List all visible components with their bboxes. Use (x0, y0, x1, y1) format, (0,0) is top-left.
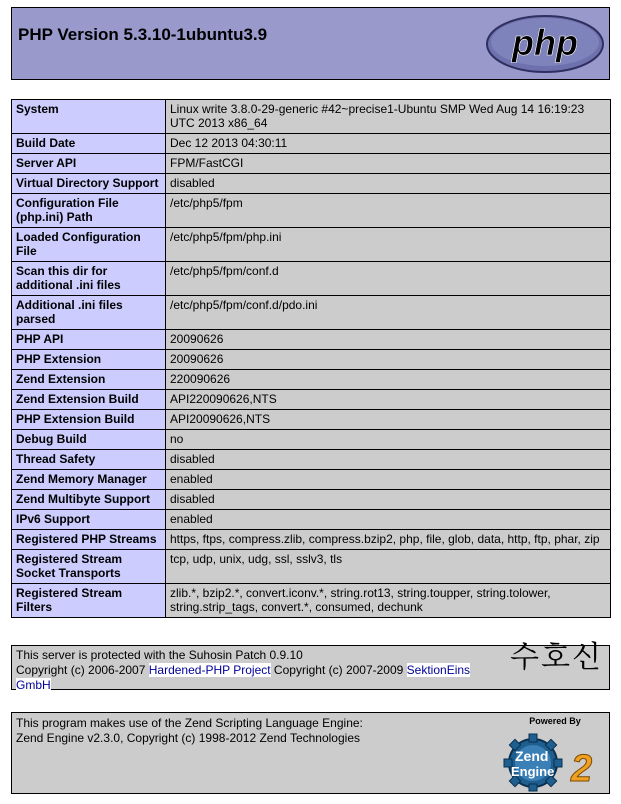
row-value: disabled (166, 174, 611, 194)
row-key: Server API (12, 154, 166, 174)
row-key: Loaded Configuration File (12, 228, 166, 262)
table-row (12, 154, 611, 174)
table-row (12, 490, 611, 510)
powered-by-label: Powered By (529, 716, 581, 726)
row-value: 220090626 (166, 370, 611, 390)
row-key: Configuration File (php.ini) Path (12, 194, 166, 228)
row-value: enabled (166, 510, 611, 530)
php-logo-icon (485, 14, 605, 74)
row-key: PHP API (12, 330, 166, 350)
table-row (12, 510, 611, 530)
row-key: Thread Safety (12, 450, 166, 470)
row-value: no (166, 430, 611, 450)
row-value: Dec 12 2013 04:30:11 (166, 134, 611, 154)
row-key: PHP Extension (12, 350, 166, 370)
row-key: Zend Multibyte Support (12, 490, 166, 510)
sektioneins-link[interactable]: SektionEins GmbH (16, 663, 471, 692)
hardened-php-link[interactable]: Hardened-PHP Project (148, 663, 271, 677)
page-title: PHP Version 5.3.10-1ubuntu3.9 (18, 25, 268, 44)
row-key: Virtual Directory Support (12, 174, 166, 194)
row-value: /etc/php5/fpm/conf.d/pdo.ini (166, 296, 611, 330)
zend-engine-logo-icon (493, 715, 605, 793)
row-key: Zend Extension Build (12, 390, 166, 410)
suhosin-copyright-2: Copyright (c) 2007-2009 (270, 663, 407, 677)
row-key: Registered Stream Socket Transports (12, 550, 166, 584)
row-key: PHP Extension Build (12, 410, 166, 430)
row-value: FPM/FastCGI (166, 154, 611, 174)
table-row (12, 330, 611, 350)
row-value: tcp, udp, unix, udg, ssl, sslv3, tls (166, 550, 611, 584)
row-key: Build Date (12, 134, 166, 154)
row-value: disabled (166, 450, 611, 470)
row-value: /etc/php5/fpm/php.ini (166, 228, 611, 262)
suhosin-logo-text: 수호신 (510, 640, 603, 675)
row-key: IPv6 Support (12, 510, 166, 530)
table-row (12, 134, 611, 154)
row-key: Registered PHP Streams (12, 530, 166, 550)
php-logo-text: php (512, 22, 578, 63)
row-value: API220090626,NTS (166, 390, 611, 410)
row-value: enabled (166, 470, 611, 490)
table-row (12, 450, 611, 470)
suhosin-line-1: This server is protected with the Suhosin Patch 0.9.10 (16, 648, 303, 662)
engine-logo-word: Engine (511, 764, 555, 779)
table-row (12, 390, 611, 410)
table-row (12, 194, 611, 228)
table-row (12, 370, 611, 390)
php-version-header (11, 7, 610, 80)
table-row (12, 296, 611, 330)
zend-engine-notice (11, 712, 610, 794)
zend-version-numeral: 2 (571, 748, 593, 790)
row-key: Zend Extension (12, 370, 166, 390)
zend-logo-word: Zend (515, 748, 549, 764)
row-key: Registered Stream Filters (12, 584, 166, 618)
table-row (12, 550, 611, 584)
php-info-table (11, 99, 611, 618)
table-row (12, 410, 611, 430)
row-key: System (12, 100, 166, 134)
zend-line-2: Zend Engine v2.3.0, Copyright (c) 1998-2012 Zend Technologies (16, 731, 360, 745)
row-key: Debug Build (12, 430, 166, 450)
row-value: /etc/php5/fpm/conf.d (166, 262, 611, 296)
table-row (12, 470, 611, 490)
row-value: API20090626,NTS (166, 410, 611, 430)
table-row (12, 228, 611, 262)
row-value: Linux write 3.8.0-29-generic #42~precise1-Ubuntu SMP Wed Aug 14 16:19:23 UTC 2013 x86_64 (166, 100, 611, 134)
info-table-body (12, 100, 611, 618)
table-row (12, 100, 611, 134)
row-key: Zend Memory Manager (12, 470, 166, 490)
table-row (12, 430, 611, 450)
row-value: disabled (166, 490, 611, 510)
row-value: https, ftps, compress.zlib, compress.bzip2, php, file, glob, data, http, ftp, phar, zip (166, 530, 611, 550)
suhosin-copyright-1: Copyright (c) 2006-2007 (16, 663, 149, 677)
row-value: 20090626 (166, 350, 611, 370)
row-key: Scan this dir for additional .ini files (12, 262, 166, 296)
row-key: Additional .ini files parsed (12, 296, 166, 330)
table-row (12, 584, 611, 618)
row-value: /etc/php5/fpm (166, 194, 611, 228)
suhosin-notice (11, 640, 610, 692)
row-value: zlib.*, bzip2.*, convert.iconv.*, string.rot13, string.toupper, string.tolower, string.strip_tags, convert.*, consumed, dechunk (166, 584, 611, 618)
suhosin-line-2 (16, 663, 486, 693)
table-row (12, 174, 611, 194)
table-row (12, 530, 611, 550)
zend-line-1: This program makes use of the Zend Scripting Language Engine: (16, 716, 363, 730)
table-row (12, 262, 611, 296)
row-value: 20090626 (166, 330, 611, 350)
table-row (12, 350, 611, 370)
